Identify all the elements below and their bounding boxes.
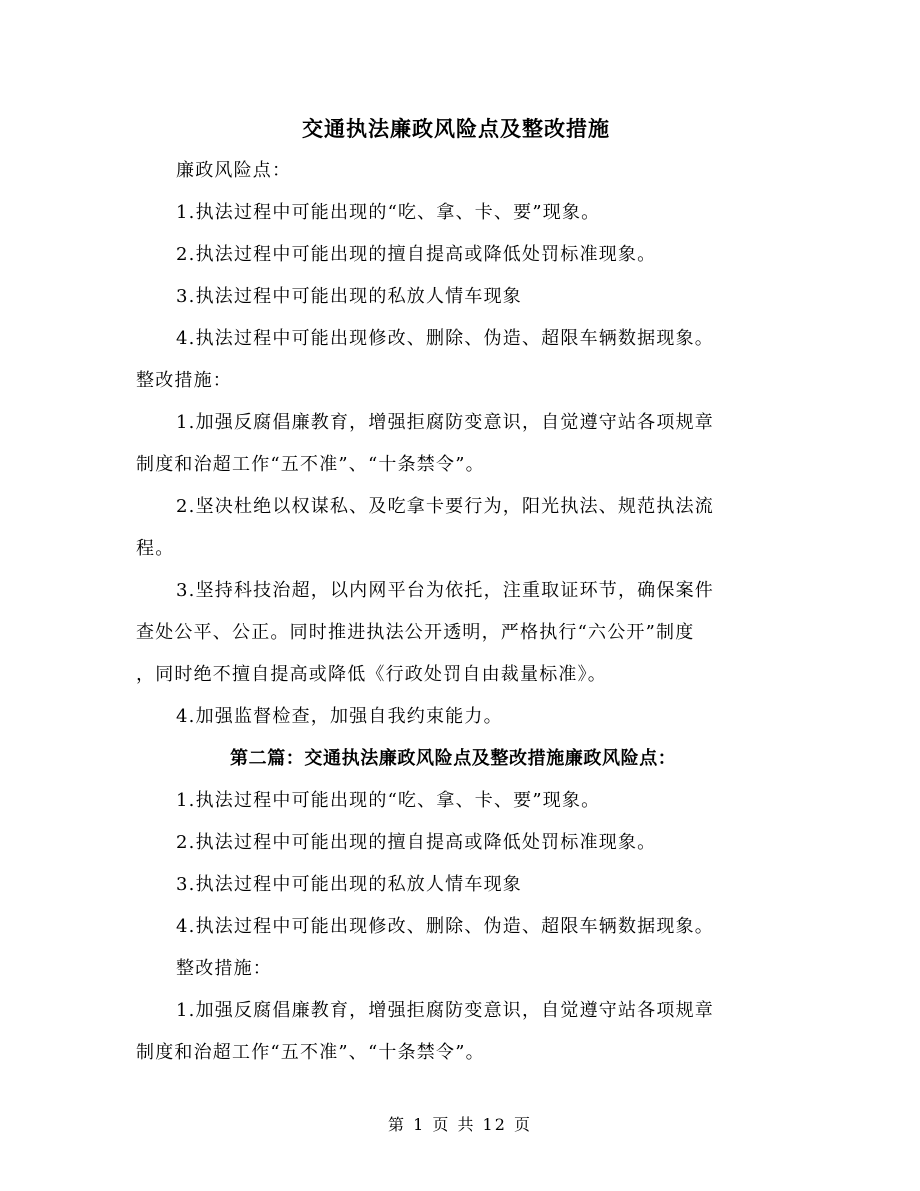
risk-item-1: 1.执法过程中可能出现的“吃、拿、卡、要”现象。 [176,202,601,223]
measure-line: ，同时绝不擅自提高或降低《行政处罚自由裁量标准》。 [136,664,607,685]
measure-line: 查处公平、公正。同时推进执法公开透明，严格执行“六公开”制度 [136,622,695,643]
section2-measures-heading: 整改措施： [176,958,272,979]
section2-risk-item-2: 2.执法过程中可能出现的擅自提高或降低处罚标准现象。 [176,832,657,853]
risk-item-2: 2.执法过程中可能出现的擅自提高或降低处罚标准现象。 [176,244,657,265]
section2-measure-line: 制度和治超工作“五不准”、“十条禁令”。 [136,1042,485,1063]
measure-line: 4.加强监督检查，加强自我约束能力。 [176,706,503,727]
risk-item-4: 4.执法过程中可能出现修改、删除、伪造、超限车辆数据现象。 [176,328,714,349]
section2-risk-item-1: 1.执法过程中可能出现的“吃、拿、卡、要”现象。 [176,790,601,811]
section2-risk-item-4: 4.执法过程中可能出现修改、删除、伪造、超限车辆数据现象。 [176,916,714,937]
measure-line: 程。 [136,538,175,559]
section2-heading: 第二篇：交通执法廉政风险点及整改措施廉政风险点： [230,748,677,769]
page-footer: 第 1 页 共 12 页 [388,1115,532,1134]
section2-risk-item-3: 3.执法过程中可能出现的私放人情车现象 [176,874,522,895]
measure-line: 制度和治超工作“五不准”、“十条禁令”。 [136,454,485,475]
risk-item-3: 3.执法过程中可能出现的私放人情车现象 [176,286,522,307]
risk-heading: 廉政风险点： [176,160,292,181]
document-title: 交通执法廉政风险点及整改措施 [302,116,610,141]
measure-line: 3.坚持科技治超，以内网平台为依托，注重取证环节，确保案件 [176,580,714,601]
measure-line: 1.加强反腐倡廉教育，增强拒腐防变意识，自觉遵守站各项规章 [176,412,714,433]
document-body [136,108,776,1074]
measures-heading: 整改措施： [136,370,232,391]
measure-line: 2.坚决杜绝以权谋私、及吃拿卡要行为，阳光执法、规范执法流 [176,496,714,517]
section2-measure-line: 1.加强反腐倡廉教育，增强拒腐防变意识，自觉遵守站各项规章 [176,1000,714,1021]
